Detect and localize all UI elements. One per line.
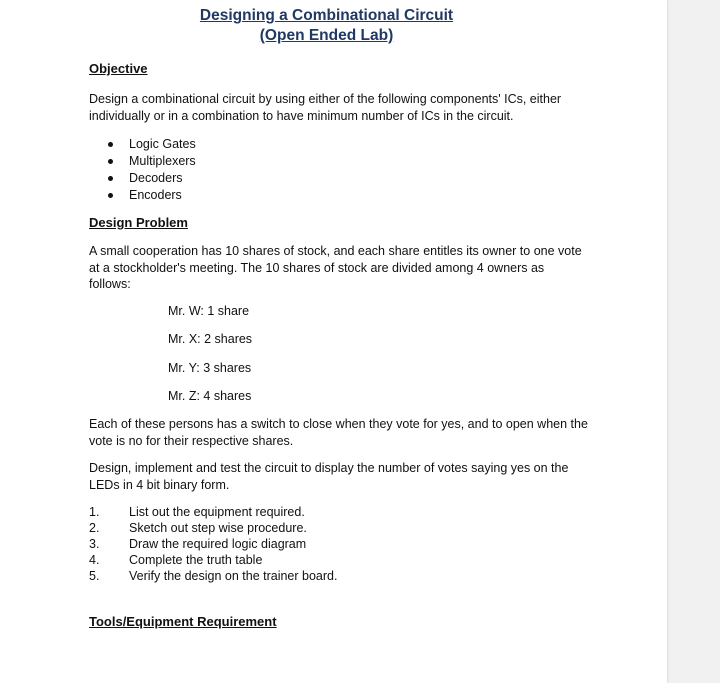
objective-heading: Objective: [89, 61, 148, 76]
list-item: [89, 520, 337, 536]
step-text: Complete the truth table: [129, 553, 263, 567]
owner-y: Mr. Y: 3 shares: [168, 361, 252, 375]
component-label: Encoders: [129, 188, 182, 202]
owner-x: Mr. X: 2 shares: [168, 332, 253, 346]
tools-heading: Tools/Equipment Requirement: [89, 614, 277, 629]
step-number: 5.: [89, 569, 100, 583]
step-text: Verify the design on the trainer board.: [129, 569, 338, 583]
switch-text: Each of these persons has a switch to close when they vote for yes, and to open when the vote is no for their respective shares.: [89, 417, 588, 448]
document-title: Designing a Combinational Circuit: [199, 7, 454, 24]
objective-text: Design a combinational circuit by using either of the following components' ICs, either individually or in a combination to have minimum number of ICs in the circuit.: [89, 92, 562, 123]
owner-z: Mr. Z: 4 shares: [168, 389, 252, 403]
step-text: List out the equipment required.: [129, 505, 305, 519]
list-item: [89, 504, 337, 520]
list-item: [108, 153, 196, 170]
list-item: [89, 568, 337, 584]
bullet-icon: [108, 159, 113, 164]
list-item: [89, 536, 337, 552]
bullet-icon: [108, 142, 113, 147]
steps-list: [89, 504, 337, 584]
bullet-icon: [108, 193, 113, 198]
step-text: Draw the required logic diagram: [129, 537, 307, 551]
task-text: Design, implement and test the circuit to display the number of votes saying yes on the LEDs in 4 bit binary form.: [89, 461, 569, 492]
components-list: [108, 136, 196, 204]
list-item: [108, 170, 196, 187]
component-label: Decoders: [129, 171, 183, 185]
design-problem-heading: Design Problem: [89, 215, 188, 230]
list-item: [108, 187, 196, 204]
owner-w: Mr. W: 1 share: [168, 304, 250, 318]
document-subtitle: (Open Ended Lab): [259, 27, 394, 44]
step-number: 1.: [89, 505, 100, 519]
component-label: Logic Gates: [129, 137, 196, 151]
step-number: 4.: [89, 553, 100, 567]
list-item: [89, 552, 337, 568]
design-problem-intro: A small cooperation has 10 shares of stock, and each share entitles its owner to one vote at a stockholder's meeting. The 10 shares of stock are divided among 4 owners as follows:: [89, 244, 582, 291]
component-label: Multiplexers: [129, 154, 196, 168]
bullet-icon: [108, 176, 113, 181]
step-text: Sketch out step wise procedure.: [129, 521, 307, 535]
step-number: 3.: [89, 537, 100, 551]
list-item: [108, 136, 196, 153]
step-number: 2.: [89, 521, 100, 535]
